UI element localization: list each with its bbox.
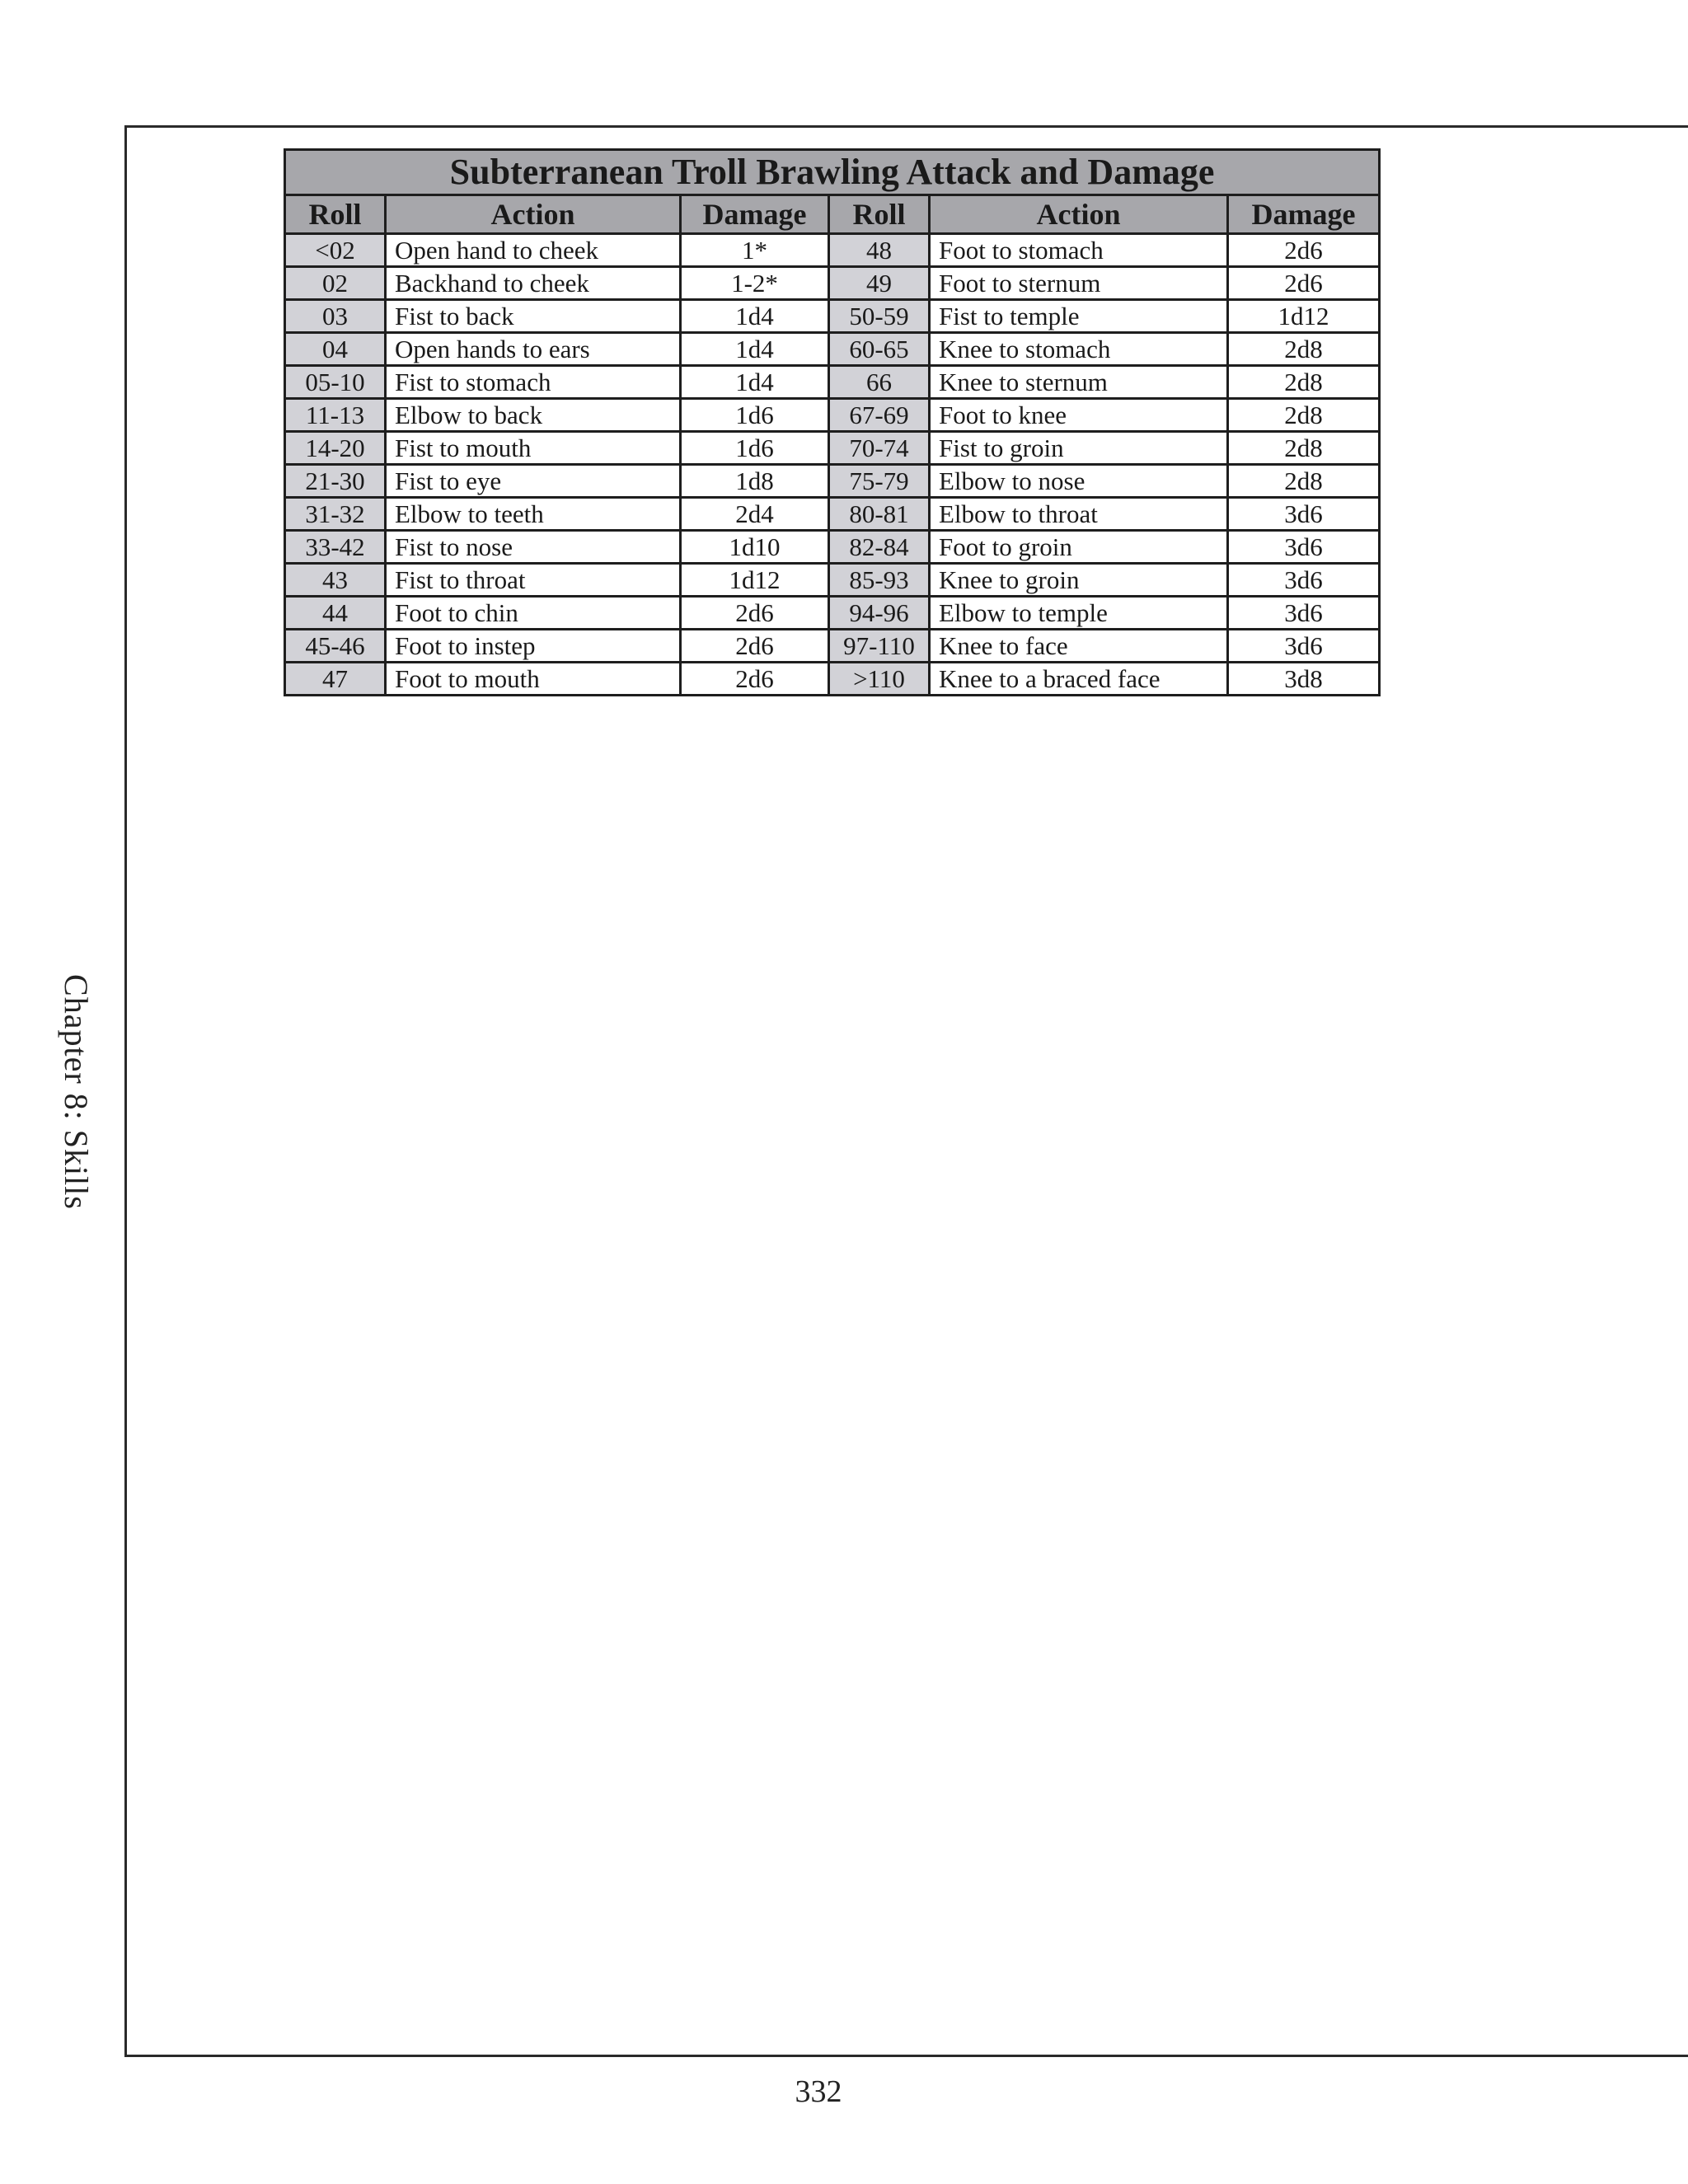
action-right-cell: Elbow to nose: [930, 465, 1228, 498]
damage-right-cell: 1d12: [1228, 300, 1380, 333]
damage-right-cell: 3d6: [1228, 498, 1380, 531]
damage-left-cell: 1d10: [681, 531, 829, 564]
damage-right-cell: 3d6: [1228, 630, 1380, 663]
chapter-side-label: Chapter 8: Skills: [58, 974, 95, 1210]
action-left-cell: Fist to mouth: [386, 432, 681, 465]
action-right-cell: Knee to a braced face: [930, 663, 1228, 696]
action-right-cell: Fist to temple: [930, 300, 1228, 333]
action-left-cell: Foot to chin: [386, 597, 681, 630]
damage-right-cell: 3d6: [1228, 597, 1380, 630]
action-left-cell: Fist to throat: [386, 564, 681, 597]
action-left-cell: Elbow to teeth: [386, 498, 681, 531]
damage-left-cell: 1d4: [681, 333, 829, 366]
action-right-cell: Foot to stomach: [930, 234, 1228, 267]
roll-left-cell: 02: [285, 267, 386, 300]
roll-left-cell: 04: [285, 333, 386, 366]
header-action-right: Action: [930, 195, 1228, 234]
roll-left-cell: 43: [285, 564, 386, 597]
damage-left-cell: 2d6: [681, 630, 829, 663]
damage-right-cell: 3d6: [1228, 564, 1380, 597]
damage-left-cell: 2d6: [681, 663, 829, 696]
action-left-cell: Fist to eye: [386, 465, 681, 498]
damage-right-cell: 2d6: [1228, 234, 1380, 267]
table-row: [285, 432, 1380, 465]
action-left-cell: Open hands to ears: [386, 333, 681, 366]
action-left-cell: Fist to nose: [386, 531, 681, 564]
roll-right-cell: 82-84: [829, 531, 930, 564]
damage-right-cell: 3d6: [1228, 531, 1380, 564]
damage-left-cell: 1d4: [681, 300, 829, 333]
roll-left-cell: 47: [285, 663, 386, 696]
damage-left-cell: 1d4: [681, 366, 829, 399]
table-title: Subterranean Troll Brawling Attack and Damage: [285, 150, 1380, 195]
damage-right-cell: 2d8: [1228, 432, 1380, 465]
page-number: 332: [795, 2074, 842, 2109]
table-row: [285, 300, 1380, 333]
roll-left-cell: 45-46: [285, 630, 386, 663]
action-right-cell: Knee to sternum: [930, 366, 1228, 399]
roll-left-cell: 05-10: [285, 366, 386, 399]
damage-left-cell: 1-2*: [681, 267, 829, 300]
damage-right-cell: 2d8: [1228, 399, 1380, 432]
roll-left-cell: 33-42: [285, 531, 386, 564]
header-action-left: Action: [386, 195, 681, 234]
table-row: [285, 531, 1380, 564]
damage-left-cell: 1d6: [681, 432, 829, 465]
action-right-cell: Foot to knee: [930, 399, 1228, 432]
action-right-cell: Knee to stomach: [930, 333, 1228, 366]
roll-right-cell: 50-59: [829, 300, 930, 333]
roll-left-cell: 03: [285, 300, 386, 333]
action-left-cell: Open hand to cheek: [386, 234, 681, 267]
roll-right-cell: >110: [829, 663, 930, 696]
damage-left-cell: 1d6: [681, 399, 829, 432]
action-right-cell: Foot to groin: [930, 531, 1228, 564]
brawling-table: [284, 148, 1381, 696]
table-row: [285, 399, 1380, 432]
table-row: [285, 333, 1380, 366]
damage-left-cell: 1*: [681, 234, 829, 267]
header-damage-right: Damage: [1228, 195, 1380, 234]
roll-left-cell: 11-13: [285, 399, 386, 432]
table-row: [285, 630, 1380, 663]
table-row: [285, 564, 1380, 597]
action-left-cell: Elbow to back: [386, 399, 681, 432]
header-damage-left: Damage: [681, 195, 829, 234]
damage-left-cell: 1d8: [681, 465, 829, 498]
table-row: [285, 663, 1380, 696]
roll-right-cell: 49: [829, 267, 930, 300]
roll-right-cell: 80-81: [829, 498, 930, 531]
header-roll-left: Roll: [285, 195, 386, 234]
table-row: [285, 465, 1380, 498]
action-left-cell: Backhand to cheek: [386, 267, 681, 300]
table-title-row: [285, 150, 1380, 195]
roll-right-cell: 97-110: [829, 630, 930, 663]
damage-right-cell: 2d6: [1228, 267, 1380, 300]
action-left-cell: Foot to mouth: [386, 663, 681, 696]
roll-left-cell: <02: [285, 234, 386, 267]
table-row: [285, 366, 1380, 399]
roll-left-cell: 44: [285, 597, 386, 630]
roll-right-cell: 85-93: [829, 564, 930, 597]
table-row: [285, 498, 1380, 531]
damage-left-cell: 1d12: [681, 564, 829, 597]
damage-left-cell: 2d6: [681, 597, 829, 630]
action-right-cell: Elbow to temple: [930, 597, 1228, 630]
damage-right-cell: 2d8: [1228, 333, 1380, 366]
roll-right-cell: 70-74: [829, 432, 930, 465]
action-right-cell: Knee to face: [930, 630, 1228, 663]
roll-right-cell: 75-79: [829, 465, 930, 498]
action-right-cell: Elbow to throat: [930, 498, 1228, 531]
damage-right-cell: 3d8: [1228, 663, 1380, 696]
roll-left-cell: 14-20: [285, 432, 386, 465]
roll-left-cell: 31-32: [285, 498, 386, 531]
action-left-cell: Foot to instep: [386, 630, 681, 663]
table-row: [285, 597, 1380, 630]
action-right-cell: Fist to groin: [930, 432, 1228, 465]
damage-left-cell: 2d4: [681, 498, 829, 531]
damage-right-cell: 2d8: [1228, 465, 1380, 498]
action-left-cell: Fist to stomach: [386, 366, 681, 399]
roll-right-cell: 60-65: [829, 333, 930, 366]
roll-right-cell: 48: [829, 234, 930, 267]
action-right-cell: Knee to groin: [930, 564, 1228, 597]
table-row: [285, 234, 1380, 267]
roll-right-cell: 66: [829, 366, 930, 399]
header-roll-right: Roll: [829, 195, 930, 234]
roll-left-cell: 21-30: [285, 465, 386, 498]
damage-right-cell: 2d8: [1228, 366, 1380, 399]
roll-right-cell: 94-96: [829, 597, 930, 630]
table-header-row: [285, 195, 1380, 234]
action-left-cell: Fist to back: [386, 300, 681, 333]
table-row: [285, 267, 1380, 300]
roll-right-cell: 67-69: [829, 399, 930, 432]
action-right-cell: Foot to sternum: [930, 267, 1228, 300]
